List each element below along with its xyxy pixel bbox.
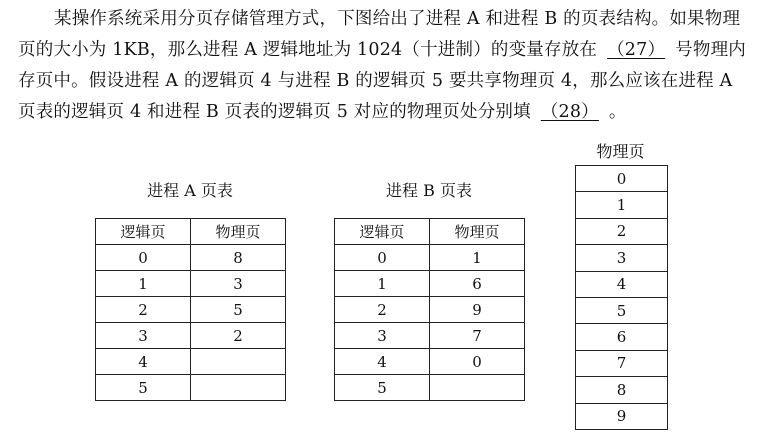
table-header-row (96, 219, 286, 245)
table-row (576, 350, 668, 376)
table-row (96, 271, 286, 297)
logical-page-cell: 4 (335, 349, 430, 375)
question-text-end: 。 (608, 102, 627, 122)
physical-page-cell (430, 375, 525, 401)
question-paragraph (18, 4, 753, 128)
physical-page-number: 0 (576, 166, 668, 192)
physical-page-number: 3 (576, 245, 668, 271)
logical-page-cell: 2 (335, 297, 430, 323)
physical-page-cell: 8 (191, 245, 286, 271)
process-b-table-title: 进程 B 页表 (386, 181, 472, 200)
physical-page-cell: 1 (430, 245, 525, 271)
table-row (576, 324, 668, 350)
physical-page-number: 6 (576, 324, 668, 350)
table-header-row (335, 219, 525, 245)
physical-page-cell (191, 349, 286, 375)
table-row (576, 218, 668, 244)
table-row (576, 245, 668, 271)
physical-page-cell: 2 (191, 323, 286, 349)
logical-page-cell: 5 (96, 375, 191, 401)
table-row (576, 271, 668, 297)
table-row (335, 323, 525, 349)
table-row (335, 271, 525, 297)
physical-page-number: 7 (576, 350, 668, 376)
column-header-logical-page: 逻辑页 (335, 219, 430, 245)
physical-page-cell: 3 (191, 271, 286, 297)
table-row (96, 375, 286, 401)
logical-page-cell: 4 (96, 349, 191, 375)
table-row (576, 192, 668, 218)
table-row (96, 245, 286, 271)
physical-page-number: 8 (576, 377, 668, 403)
physical-page-cell (191, 375, 286, 401)
process-b-page-table (334, 218, 525, 401)
logical-page-cell: 3 (96, 323, 191, 349)
physical-page-number: 1 (576, 192, 668, 218)
table-row (335, 297, 525, 323)
blank-27: （27） (607, 40, 666, 60)
question-text-part1: 某操作系统采用分页存储管理方式，下图给出了进程 A 和进程 B 的页表结构。如果物理页的大小为 1KB，那么进程 A 逻辑地址为 1024（十进制）的变量存放在 (18, 9, 741, 60)
logical-page-cell: 2 (96, 297, 191, 323)
table-row (96, 349, 286, 375)
physical-memory-pages (575, 165, 668, 430)
table-row (335, 349, 525, 375)
table-row (576, 403, 668, 429)
table-row (335, 245, 525, 271)
logical-page-cell: 0 (335, 245, 430, 271)
table-row (96, 297, 286, 323)
physical-page-cell: 7 (430, 323, 525, 349)
process-a-page-table (95, 218, 286, 401)
column-header-logical-page: 逻辑页 (96, 219, 191, 245)
physical-page-number: 4 (576, 271, 668, 297)
physical-page-cell: 9 (430, 297, 525, 323)
column-header-physical-page: 物理页 (191, 219, 286, 245)
logical-page-cell: 5 (335, 375, 430, 401)
table-row (576, 377, 668, 403)
table-row (576, 166, 668, 192)
physical-page-cell: 6 (430, 271, 525, 297)
physical-page-number: 2 (576, 218, 668, 244)
table-row (576, 297, 668, 323)
table-row (96, 323, 286, 349)
physical-page-number: 9 (576, 403, 668, 429)
question-text-part2: 号物理内存页中。假设进程 A 的逻辑页 4 与进程 B 的逻辑页 5 要共享物理页 4，那么应该在进程 A 页表的逻辑页 4 和进程 B 页表的逻辑页 5 对应的物理页处分别填 (18, 40, 746, 122)
logical-page-cell: 3 (335, 323, 430, 349)
physical-pages-title: 物理页 (596, 142, 645, 161)
blank-28: （28） (540, 102, 599, 122)
physical-page-cell: 0 (430, 349, 525, 375)
physical-page-cell: 5 (191, 297, 286, 323)
logical-page-cell: 1 (96, 271, 191, 297)
column-header-physical-page: 物理页 (430, 219, 525, 245)
process-a-table-title: 进程 A 页表 (147, 181, 233, 200)
logical-page-cell: 1 (335, 271, 430, 297)
physical-page-number: 5 (576, 297, 668, 323)
logical-page-cell: 0 (96, 245, 191, 271)
table-row (335, 375, 525, 401)
